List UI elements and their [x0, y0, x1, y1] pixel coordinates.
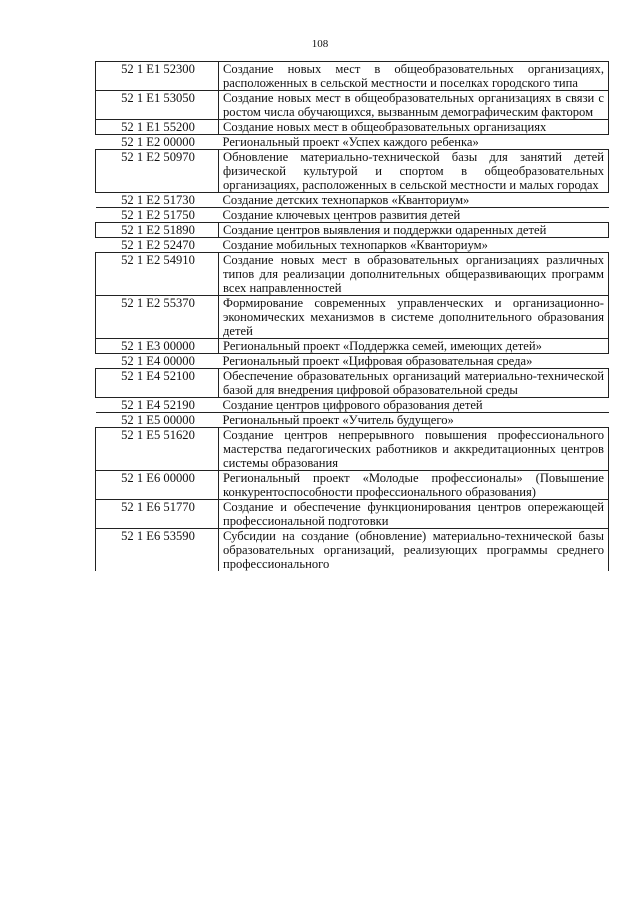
expense-description: Формирование современных управленческих и организационно-экономических механизмов в системе дополнительного образования детей — [219, 296, 609, 339]
expense-description: Создание ключевых центров развития детей — [219, 208, 609, 223]
table-row — [96, 413, 609, 428]
expense-description: Создание центров непрерывного повышения профессионального мастерства педагогических работников и аккредитационных центров системы образования — [219, 428, 609, 471]
table-row — [96, 135, 609, 150]
classification-code: 52 1 E2 00000 — [96, 135, 219, 150]
table-row — [96, 500, 609, 529]
budget-classification-table — [95, 61, 609, 571]
classification-code: 52 1 E4 52190 — [96, 398, 219, 413]
table-row — [96, 428, 609, 471]
table-row — [96, 120, 609, 135]
expense-description: Субсидии на создание (обновление) материально-технической базы образовательных организаций, реализующих программы среднего профессионального — [219, 529, 609, 572]
expense-description: Создание и обеспечение функционирования центров опережающей профессиональной подготовки — [219, 500, 609, 529]
classification-code: 52 1 E2 55370 — [96, 296, 219, 339]
expense-description: Создание новых мест в общеобразовательных организациях в связи с ростом числа обучающихся, вызванным демографическим фактором — [219, 91, 609, 120]
table-row — [96, 223, 609, 238]
table-row — [96, 471, 609, 500]
classification-code: 52 1 E6 00000 — [96, 471, 219, 500]
expense-description: Создание новых мест в общеобразовательных организациях — [219, 120, 609, 135]
classification-code: 52 1 E3 00000 — [96, 339, 219, 354]
expense-description: Обновление материально-технической базы для занятий детей физической культурой и спортом в общеобразовательных организациях, расположенных в сельской местности и малых городах — [219, 150, 609, 193]
classification-code: 52 1 E6 51770 — [96, 500, 219, 529]
table-row — [96, 398, 609, 413]
table-row — [96, 339, 609, 354]
table-row — [96, 253, 609, 296]
table-row — [96, 208, 609, 223]
expense-description: Региональный проект «Поддержка семей, имеющих детей» — [219, 339, 609, 354]
expense-description: Региональный проект «Учитель будущего» — [219, 413, 609, 428]
expense-description: Региональный проект «Цифровая образовательная среда» — [219, 354, 609, 369]
table-row — [96, 62, 609, 91]
classification-code: 52 1 E1 52300 — [96, 62, 219, 91]
table-row — [96, 369, 609, 398]
expense-description: Создание новых мест в образовательных организациях различных типов для реализации дополнительных общеразвивающих программ всех направленностей — [219, 253, 609, 296]
expense-description: Региональный проект «Молодые профессионалы» (Повышение конкурентоспособности профессионального образования) — [219, 471, 609, 500]
classification-code: 52 1 E2 51890 — [96, 223, 219, 238]
page-number: 108 — [311, 38, 329, 50]
classification-code: 52 1 E1 55200 — [96, 120, 219, 135]
classification-code: 52 1 E4 52100 — [96, 369, 219, 398]
expense-description: Создание центров выявления и поддержки одаренных детей — [219, 223, 609, 238]
table-row — [96, 238, 609, 253]
expense-description: Региональный проект «Успех каждого ребенка» — [219, 135, 609, 150]
table-row — [96, 91, 609, 120]
classification-code: 52 1 E1 53050 — [96, 91, 219, 120]
expense-description: Обеспечение образовательных организаций материально-технической базой для внедрения цифровой образовательной среды — [219, 369, 609, 398]
expense-description: Создание центров цифрового образования детей — [219, 398, 609, 413]
classification-code: 52 1 E2 51750 — [96, 208, 219, 223]
classification-code: 52 1 E2 50970 — [96, 150, 219, 193]
classification-code: 52 1 E4 00000 — [96, 354, 219, 369]
classification-code: 52 1 E6 53590 — [96, 529, 219, 572]
table-body — [96, 62, 609, 572]
table-row — [96, 150, 609, 193]
expense-description: Создание мобильных технопарков «Кванториум» — [219, 238, 609, 253]
classification-code: 52 1 E2 51730 — [96, 193, 219, 208]
table-row — [96, 296, 609, 339]
classification-code: 52 1 E2 52470 — [96, 238, 219, 253]
classification-code: 52 1 E5 00000 — [96, 413, 219, 428]
classification-code: 52 1 E5 51620 — [96, 428, 219, 471]
expense-description: Создание новых мест в общеобразовательных организациях, расположенных в сельской местности и поселках городского типа — [219, 62, 609, 91]
table-row — [96, 193, 609, 208]
table-row — [96, 529, 609, 572]
classification-code: 52 1 E2 54910 — [96, 253, 219, 296]
expense-description: Создание детских технопарков «Кванториум» — [219, 193, 609, 208]
table-row — [96, 354, 609, 369]
